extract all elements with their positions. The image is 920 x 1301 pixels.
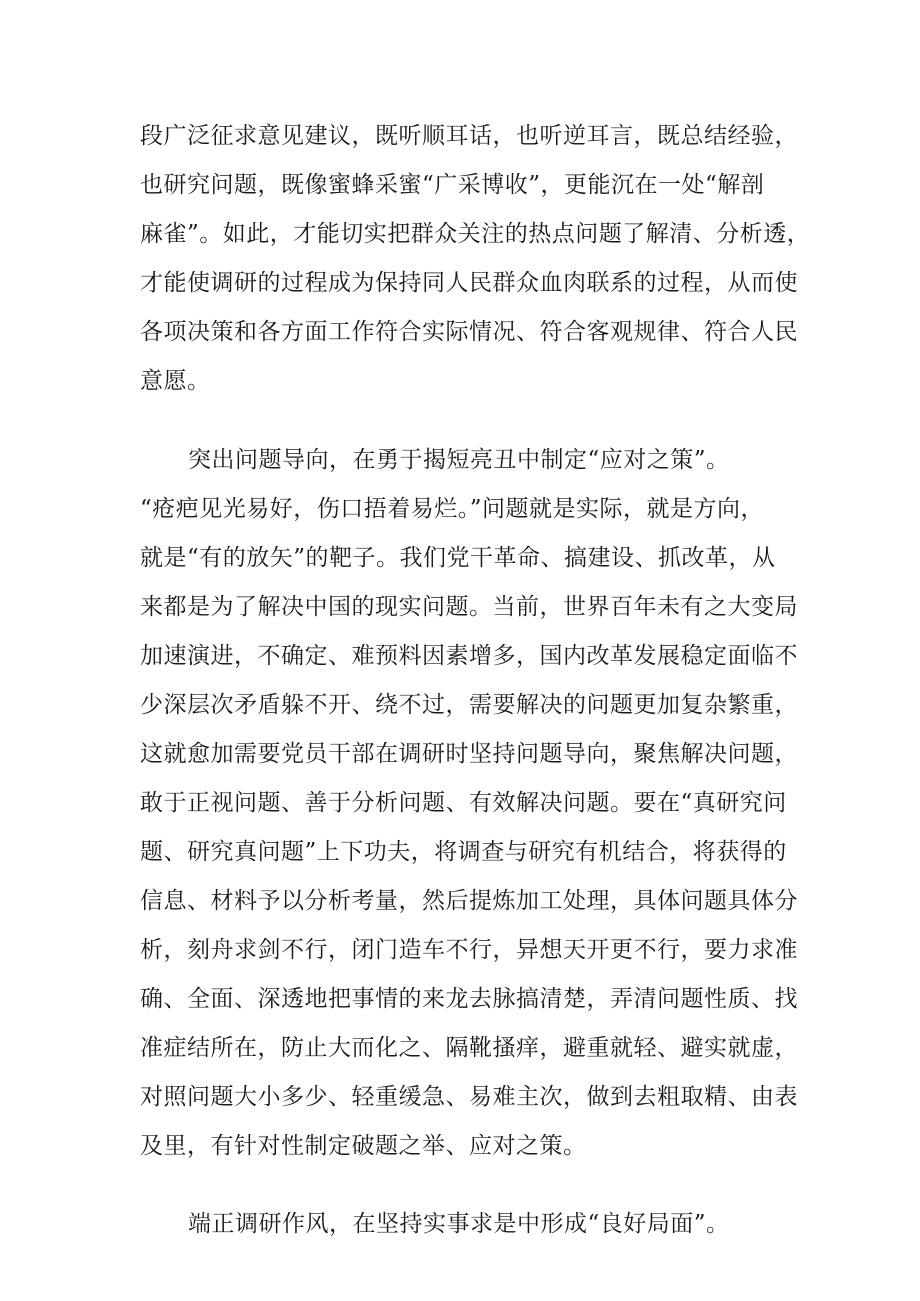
- text-line: 来都是为了解决中国的现实问题。当前，世界百年未有之大变局: [140, 594, 798, 620]
- text-line: 意愿。: [140, 368, 211, 394]
- text-line: 准症结所在，防止大而化之、隔靴搔痒，避重就轻、避实就虚，: [140, 1035, 798, 1061]
- paragraph-heading-line: 突出问题导向，在勇于揭短亮丑中制定“应对之策”。: [188, 447, 730, 473]
- text-line: 析，刻舟求剑不行，闭门造车不行，异想天开更不行，要力求准: [140, 937, 798, 963]
- text-line: 少深层次矛盾躲不开、绕不过，需要解决的问题更加复杂繁重，: [140, 692, 798, 718]
- text-line: “疮疤见光易好，伤口捂着易烂。”问题就是实际，就是方向，: [140, 496, 765, 522]
- text-line: 及里，有针对性制定破题之举、应对之策。: [140, 1133, 587, 1159]
- text-line: 这就愈加需要党员干部在调研时坚持问题导向，聚焦解决问题，: [140, 741, 798, 767]
- text-line: 各项决策和各方面工作符合实际情况、符合客观规律、符合人民: [140, 319, 798, 345]
- text-line: 才能使调研的过程成为保持同人民群众血肉联系的过程，从而使: [140, 270, 798, 296]
- text-line: 敢于正视问题、善于分析问题、有效解决问题。要在“真研究问: [140, 790, 787, 816]
- text-line: 对照问题大小多少、轻重缓急、易难主次，做到去粗取精、由表: [140, 1084, 798, 1110]
- text-line: 段广泛征求意见建议，既听顺耳话，也听逆耳言，既总结经验，: [140, 123, 798, 149]
- text-line: 确、全面、深透地把事情的来龙去脉搞清楚，弄清问题性质、找: [140, 986, 798, 1012]
- text-line: 麻雀”。如此，才能切实把群众关注的热点问题了解清、分析透，: [140, 221, 811, 247]
- text-line: 就是“有的放矢”的靶子。我们党干革命、搞建设、抓改革，从: [140, 545, 776, 571]
- paragraph-heading-line: 端正调研作风，在坚持实事求是中形成“良好局面”。: [188, 1211, 730, 1237]
- text-line: 加速演进，不确定、难预料因素增多，国内改革发展稳定面临不: [140, 643, 798, 669]
- text-line: 也研究问题，既像蜜蜂采蜜“广采博收”，更能沉在一处“解剖: [140, 172, 765, 198]
- text-line: 信息、材料予以分析考量，然后提炼加工处理，具体问题具体分: [140, 888, 798, 914]
- text-line: 题、研究真问题”上下功夫，将调查与研究有机结合，将获得的: [140, 839, 787, 865]
